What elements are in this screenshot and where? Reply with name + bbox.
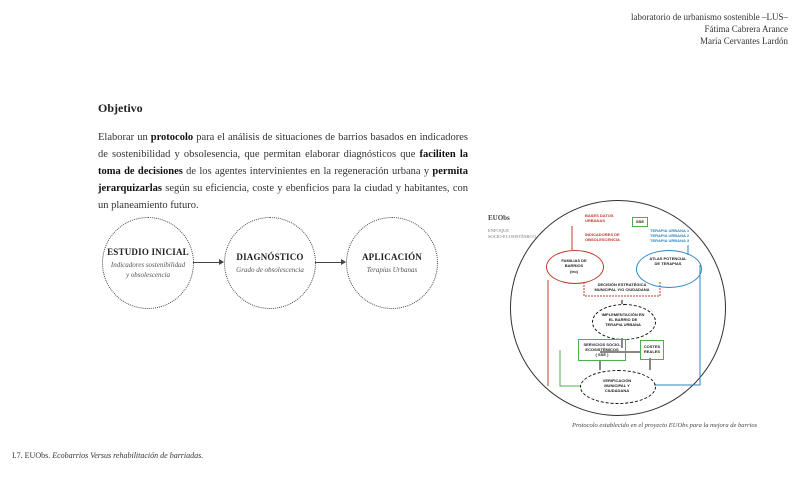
- objective-bold-3: permita jerarquizarlas: [98, 166, 468, 194]
- node-familias: FAMILIAS DE BARRIOS: [561, 258, 587, 268]
- step-subtitle: Grado de obsolescencia: [236, 265, 304, 274]
- footer-title: Ecobarrios Versus rehabilitación de barriadas.: [52, 451, 204, 460]
- header-lab: laboratorio de urbanismo sostenible –LUS–: [631, 12, 788, 22]
- objective-text-3: de los agentes intervinientes en la regeneración urbana y: [182, 166, 433, 177]
- step-subtitle: Terapias Urbanas: [366, 265, 418, 274]
- node-indicadores: INDICADORES DE OBSOLESCENCIA: [585, 232, 620, 242]
- step-subtitle: Indicadores sostenibilidad y obsolescencia: [110, 260, 186, 279]
- node-sse: SSE: [635, 219, 644, 224]
- objective-text-2: para el análisis de situaciones de barrios basados en indicadores de sostenibilidad y obsolesencia, que permitan elaborar diagnósticos que: [98, 132, 468, 160]
- step-aplicacion: [346, 217, 438, 309]
- footer-prefix: I.7. EUObs.: [12, 451, 53, 460]
- objective-bold-1: protocolo: [150, 132, 194, 143]
- step-estudio-inicial: [102, 217, 194, 309]
- node-verificacion: VERIFICACIÓN MUNICIPAL Y CIUDADANA: [602, 378, 632, 393]
- node-terapia-3: TERAPIA URBANA 3: [650, 238, 690, 243]
- step-title: ESTUDIO INICIAL: [107, 246, 189, 257]
- node-terapia-2: TERAPIA URBANA 2: [650, 233, 690, 238]
- diagram-caption: Protocolo establecido en el proyecto EUObs para la mejora de barrios: [572, 422, 758, 429]
- node-terapia-1: TERAPIA URBANA 1: [650, 228, 690, 233]
- diagram-sublabel: [488, 228, 536, 240]
- header-author-2: María Cervantes Lardón: [700, 36, 788, 46]
- node-bases-datos: BASES DATOS URBANAS: [585, 213, 614, 223]
- header-author-1: Fátima Cabrera Arance: [704, 24, 788, 34]
- section-title: Objetivo: [98, 101, 143, 115]
- step-diagnostico: [224, 217, 316, 309]
- node-atlas: ATLAS POTENCIAL DE TERAPIAS: [649, 256, 687, 266]
- arrow-right-icon: [193, 262, 223, 263]
- objective-paragraph: [98, 129, 468, 214]
- objective-bold-2: faciliten la toma de decisiones: [98, 149, 468, 177]
- header-credits: [631, 11, 788, 47]
- node-familias-sub: (tro): [570, 269, 578, 274]
- diagram-sublabel-2: SOCIO-ECOSISTÉMICO: [488, 234, 536, 239]
- diagram-label: EUObs: [488, 214, 510, 222]
- node-decision: DECISIÓN ESTRATÉGICA MUNICIPAL Y/O CIUDADANA: [594, 282, 650, 292]
- node-implementacion: IMPLEMENTACIÓN EN EL BARRIO DE TERAPIA URBANA: [601, 312, 645, 327]
- diagram-sublabel-1: ENFOQUE: [488, 228, 509, 233]
- node-servicios: SERVICIOS SOCIO-ECOSISTÉMICOS: [583, 342, 621, 352]
- node-costes: COSTES REALES: [643, 344, 661, 354]
- arrow-right-icon: [315, 262, 345, 263]
- step-title: DIAGNÓSTICO: [236, 251, 304, 262]
- node-servicios-sub: ( SSE ): [595, 352, 609, 357]
- page-footer: [12, 451, 203, 460]
- objective-text-1: Elaborar un: [98, 132, 151, 143]
- objective-text-4: según su eficiencia, coste y ebenficios para la ciudad y habitantes, con un planeamiento futuro.: [98, 183, 468, 211]
- step-title: APLICACIÓN: [361, 251, 422, 262]
